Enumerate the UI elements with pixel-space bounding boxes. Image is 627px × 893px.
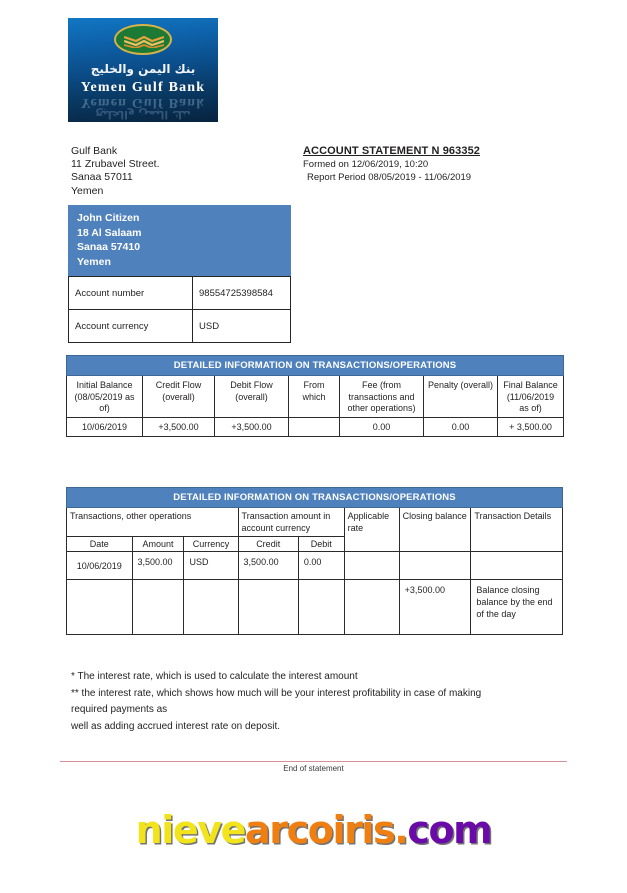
footnote-line-1: * The interest rate, which is used to calculate the interest amount [71, 671, 358, 682]
group-transaction-amount: Transaction amount in account currency [238, 508, 344, 537]
col-currency: Currency [184, 537, 238, 552]
cell-final-balance: + 3,500.00 [498, 417, 564, 436]
cell-rate [344, 580, 399, 635]
col-final-balance: Final Balance (11/06/2019 as of) [498, 376, 564, 418]
footnote-line-2: ** the interest rate, which shows how much will be your interest profitability in case of making [71, 687, 482, 699]
customer-address1: 18 Al Salaam [77, 226, 142, 239]
statement-report-period: Report Period 08/05/2019 - 11/06/2019 [307, 172, 472, 184]
bank-name: Gulf Bank [71, 145, 118, 157]
table-banner-row [67, 488, 563, 508]
col-debit-flow: Debit Flow (overall) [215, 376, 289, 418]
cell-details [471, 552, 563, 580]
cell-date [67, 580, 133, 635]
footer-divider [60, 761, 567, 762]
cell-debit-flow: +3,500.00 [215, 417, 289, 436]
table-row [69, 277, 291, 310]
watermark-part-2: arcoiris. [245, 808, 408, 852]
table-row [67, 417, 564, 436]
cell-fee: 0.00 [340, 417, 424, 436]
table1-banner: DETAILED INFORMATION ON TRANSACTIONS/OPERATIONS [67, 356, 564, 376]
col-applicable-rate: Applicable rate [344, 508, 399, 552]
watermark-part-1: nieve [135, 808, 246, 852]
cell-credit: 3,500.00 [238, 552, 298, 580]
bank-logo [68, 18, 218, 122]
cell-from-which [289, 417, 340, 436]
table-row [67, 580, 563, 635]
cell-credit [238, 580, 298, 635]
col-credit-flow: Credit Flow (overall) [143, 376, 215, 418]
cell-penalty: 0.00 [424, 417, 498, 436]
logo-arabic-name: بنك اليمن والخليج [90, 62, 196, 76]
col-date: Date [67, 537, 133, 552]
customer-address2: Sanaa 57410 [77, 241, 141, 253]
footnotes-block [71, 669, 591, 735]
col-transaction-details: Transaction Details [471, 508, 563, 552]
customer-address-panel [68, 205, 291, 276]
logo-english-name: Yemen Gulf Bank [80, 80, 206, 95]
cell-details: Balance closing balance by the end of the day [471, 580, 563, 635]
bank-city: Sanaa 57011 [71, 171, 133, 184]
cell-date: 10/06/2019 [67, 552, 133, 580]
cell-closing-balance [399, 552, 471, 580]
customer-name: John Citizen [77, 212, 140, 224]
customer-info-block [68, 205, 291, 343]
cell-debit [298, 580, 344, 635]
col-credit: Credit [238, 537, 298, 552]
watermark [0, 808, 627, 852]
watermark-part-3: com [407, 808, 492, 852]
cell-credit-flow: +3,500.00 [143, 417, 215, 436]
bank-address-block [71, 145, 160, 198]
col-penalty: Penalty (overall) [424, 376, 498, 418]
col-fee: Fee (from transactions and other operations) [340, 376, 424, 418]
statement-formed-on: Formed on 12/06/2019, 10:20 [303, 159, 429, 171]
account-number-label: Account number [69, 277, 193, 310]
statement-header-block [303, 145, 480, 185]
account-number-value: 98554725398584 [193, 277, 291, 310]
col-debit: Debit [298, 537, 344, 552]
account-currency-label: Account currency [69, 310, 193, 343]
footnote-line-3: required payments as [71, 704, 168, 715]
cell-amount: 3,500.00 [132, 552, 184, 580]
summary-transactions-table [66, 355, 564, 437]
col-amount: Amount [132, 537, 184, 552]
cell-closing-balance: +3,500.00 [399, 580, 471, 635]
wave-icon [124, 34, 164, 48]
cell-rate [344, 552, 399, 580]
table-group-header-row [67, 508, 563, 537]
cell-debit: 0.00 [298, 552, 344, 580]
cell-amount [132, 580, 184, 635]
account-currency-value: USD [193, 310, 291, 343]
statement-title: ACCOUNT STATEMENT N 963352 [303, 145, 480, 157]
table-row [67, 552, 563, 580]
cell-currency [184, 580, 238, 635]
col-closing-balance: Closing balance [399, 508, 471, 552]
col-from-which: From which [289, 376, 340, 418]
account-details-table [68, 276, 291, 343]
footnote-line-4: well as adding accrued interest rate on deposit. [71, 720, 281, 732]
table-header-row [67, 376, 564, 418]
table-row [69, 310, 291, 343]
cell-initial-balance: 10/06/2019 [67, 417, 143, 436]
col-initial-balance: Initial Balance (08/05/2019 as of) [67, 376, 143, 418]
detailed-transactions-table [66, 487, 563, 635]
bank-street: 11 Zrubavel Street. [71, 158, 160, 171]
logo-reflection-arabic: بنك اليمن والخليج [95, 108, 191, 121]
table-banner-row [67, 356, 564, 376]
group-transactions-other-operations: Transactions, other operations [67, 508, 239, 537]
cell-currency: USD [184, 552, 238, 580]
logo-reflection-english: Yemen Gulf Bank [80, 95, 206, 110]
bank-emblem-icon [114, 24, 172, 55]
end-of-statement-text: End of statement [283, 764, 344, 773]
customer-country: Yemen [77, 255, 111, 268]
table2-banner: DETAILED INFORMATION ON TRANSACTIONS/OPERATIONS [67, 488, 563, 508]
bank-country: Yemen [71, 184, 104, 197]
